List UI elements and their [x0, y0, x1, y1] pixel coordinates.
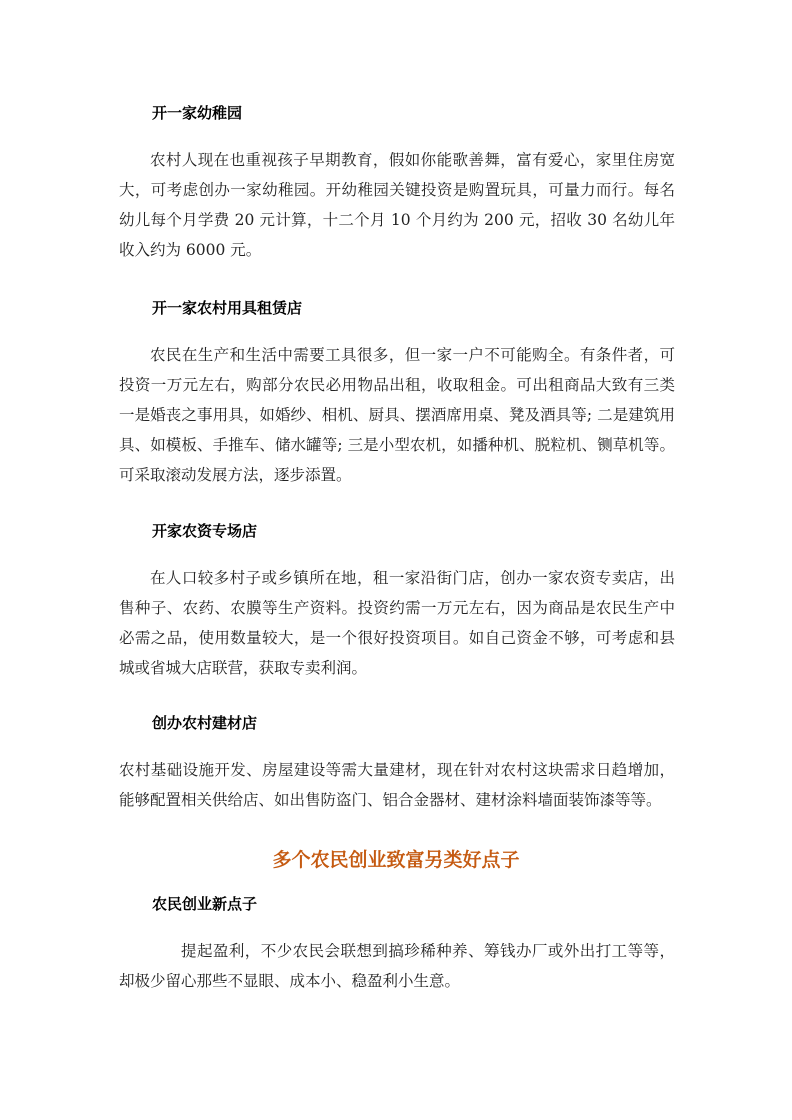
- section-heading-agri-supply-shop: 开家农资专场店: [152, 522, 258, 540]
- section-body-kindergarten: 农村人现在也重视孩子早期教育，假如你能歌善舞，富有爱心，家里住房宽大，可考虑创办一家幼稚园。开幼稚园关键投资是购置玩具，可量力而行。每名幼儿每个月学费 20 元计算，十二个月 10 个月约为 200 元，招收 30 名幼儿年收入约为 6000 元。: [119, 151, 675, 259]
- section-body-building-materials: 农村基础设施开发、房屋建设等需大量建材，现在针对农村这块需求日趋增加，能够配置相关供给店、如出售防盗门、铝合金器材、建材涂料墙面装饰漆等等。: [119, 761, 675, 809]
- section-heading-building-materials: 创办农村建材店: [152, 714, 258, 732]
- section-heading-kindergarten: 开一家幼稚园: [152, 104, 243, 122]
- main-title: 多个农民创业致富另类好点子: [272, 849, 520, 871]
- subsection-heading-new-ideas: 农民创业新点子: [152, 895, 258, 913]
- subsection-body-new-ideas: 提起盈利，不少农民会联想到搞珍稀种养、筹钱办厂或外出打工等等，却极少留心那些不显眼、成本小、稳盈利小生意。: [119, 942, 675, 990]
- section-body-rental-shop: 农民在生产和生活中需要工具很多，但一家一户不可能购全。有条件者，可投资一万元左右，购部分农民必用物品出租，收取租金。可出租商品大致有三类一是婚丧之事用具，如婚纱、相机、厨具、摆酒席用桌、凳及酒具等; 二是建筑用具、如模板、手推车、储水罐等; 三是小型农机，如播种机、脱粒机、铡草机等。可采取滚动发展方法，逐步添置。: [119, 346, 675, 484]
- section-body-agri-supply-shop: 在人口较多村子或乡镇所在地，租一家沿街门店，创办一家农资专卖店，出售种子、农药、农膜等生产资料。投资约需一万元左右，因为商品是农民生产中必需之品，使用数量较大，是一个很好投资项目。如自己资金不够，可考虑和县城或省城大店联营，获取专卖利润。: [119, 569, 675, 677]
- section-heading-rental-shop: 开一家农村用具租赁店: [152, 299, 303, 317]
